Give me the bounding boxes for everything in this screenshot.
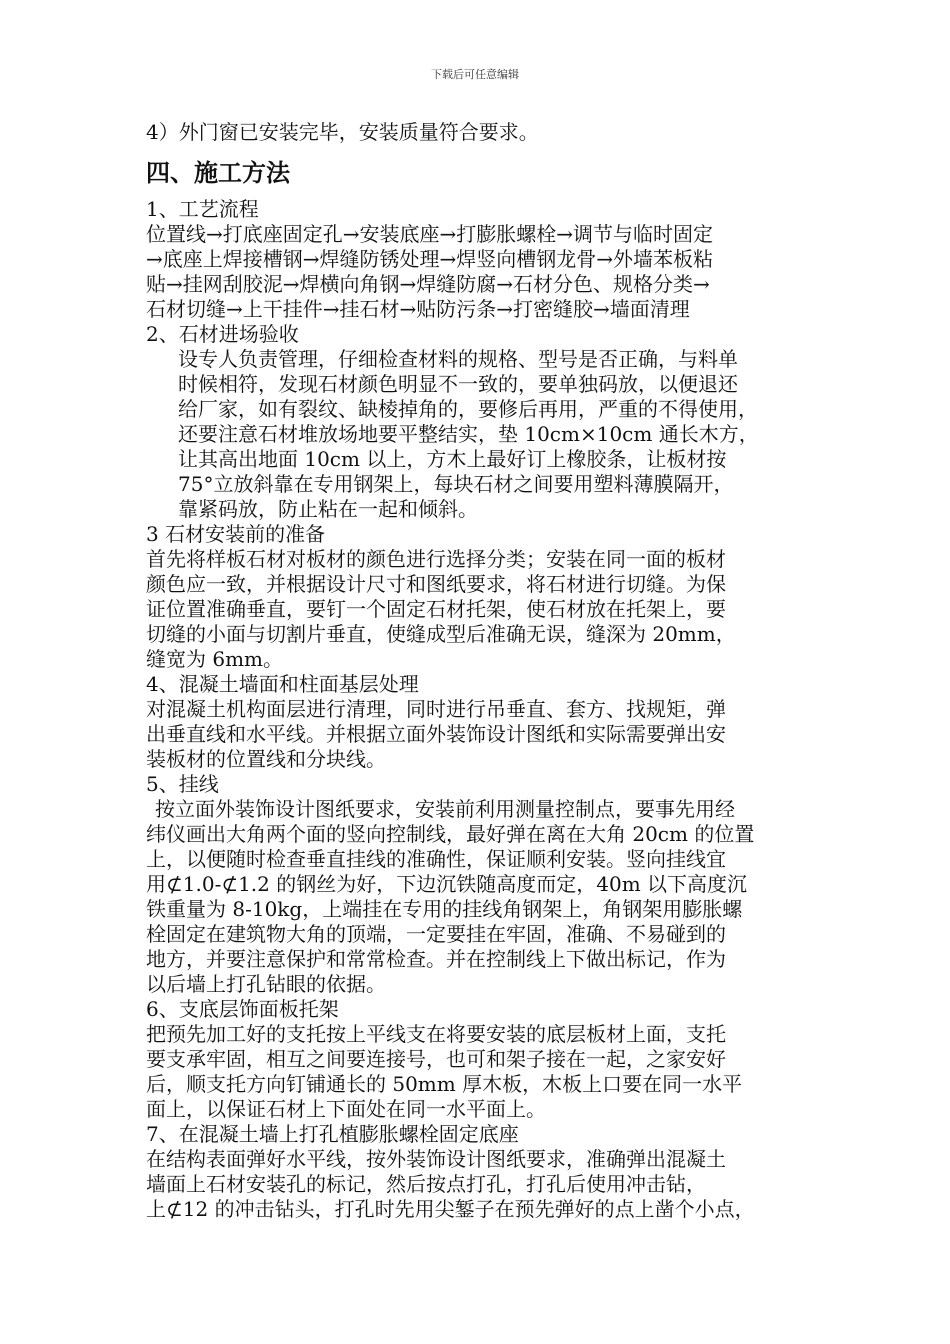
paragraph-line: 贴→挂网刮胶泥→焊横向角钢→焊缝防腐→石材分色、规格分类→ — [146, 272, 710, 296]
paragraph-line: 石材切缝→上干挂件→挂石材→贴防污条→打密缝胶→墙面清理 — [146, 297, 690, 321]
document-body — [146, 120, 816, 1222]
paragraph-line: 首先将样板石材对板材的颜色进行选择分类；安装在同一面的板材 — [146, 547, 726, 571]
paragraph-line: 纬仪画出大角两个面的竖向控制线，最好弹在离在大角 20cm 的位置 — [146, 822, 755, 846]
paragraph-line: 还要注意石材堆放场地要平整结实，垫 10cm×10cm 通长木方， — [178, 422, 759, 446]
section-7-title: 7、在混凝土墙上打孔植膨胀螺栓固定底座 — [146, 1122, 519, 1146]
paragraph-line: 时候相符，发现石材颜色明显不一致的，要单独码放，以便退还 — [178, 372, 738, 396]
section-5-title: 5、挂线 — [146, 772, 219, 796]
paragraph-line: 让其高出地面 10cm 以上，方木上最好订上橡胶条，让板材按 — [178, 447, 727, 471]
paragraph-line: 以后墙上打孔钻眼的依据。 — [146, 972, 386, 996]
section-1 — [146, 197, 816, 322]
paragraph-line: 靠紧码放，防止粘在一起和倾斜。 — [178, 497, 478, 521]
paragraph-line: 缝宽为 6mm。 — [146, 647, 284, 671]
section-4-title: 4、混凝土墙面和柱面基层处理 — [146, 672, 419, 696]
paragraph-line: 出垂直线和水平线。并根据立面外装饰设计图纸和实际需要弹出安 — [146, 722, 726, 746]
section-3 — [146, 522, 816, 672]
section-3-title: 3 石材安装前的准备 — [146, 522, 326, 546]
paragraph-line: 证位置准确垂直，要钉一个固定石材托架，使石材放在托架上，要 — [146, 597, 726, 621]
paragraph-line: 地方，并要注意保护和常常检查。并在控制线上下做出标记，作为 — [146, 947, 726, 971]
page-header: 下载后可任意编辑 — [431, 68, 519, 81]
paragraph-line: 按立面外装饰设计图纸要求，安装前利用测量控制点，要事先用经 — [155, 797, 735, 821]
paragraph-line: 面上，以保证石材上下面处在同一水平面上。 — [146, 1097, 546, 1121]
section-1-title: 1、工艺流程 — [146, 197, 259, 221]
paragraph-line: 在结构表面弹好水平线，按外装饰设计图纸要求，准确弹出混凝土 — [146, 1147, 726, 1171]
section-6 — [146, 997, 816, 1122]
paragraph-line: 给厂家，如有裂纹、缺棱掉角的，要修后再用，严重的不得使用， — [178, 397, 758, 421]
paragraph-line: 后，顺支托方向钉铺通长的 50mm 厚木板，木板上口要在同一水平 — [146, 1072, 743, 1096]
intro-paragraph: 4）外门窗已安装完毕，安装质量符合要求。 — [146, 120, 539, 144]
section-6-title: 6、支底层饰面板托架 — [146, 997, 339, 1021]
paragraph-line: 切缝的小面与切割片垂直，使缝成型后准确无误，缝深为 20mm， — [146, 622, 736, 646]
paragraph-line: 位置线→打底座固定孔→安装底座→打膨胀螺栓→调节与临时固定 — [146, 222, 714, 246]
paragraph-line: →底座上焊接槽钢→焊缝防锈处理→焊竖向槽钢龙骨→外墙苯板粘 — [146, 247, 714, 271]
paragraph-line: 要支承牢固，相互之间要连接号，也可和架子接在一起，之家安好 — [146, 1047, 726, 1071]
section-5 — [146, 772, 816, 997]
paragraph-line: 把预先加工好的支托按上平线支在将要安装的底层板材上面，支托 — [146, 1022, 726, 1046]
section-title: 四、施工方法 — [146, 158, 290, 187]
paragraph-line: 栓固定在建筑物大角的顶端，一定要挂在牢固，准确、不易碰到的 — [146, 922, 726, 946]
section-7 — [146, 1122, 816, 1222]
paragraph-line: 装板材的位置线和分块线。 — [146, 747, 386, 771]
section-2-title: 2、石材进场验收 — [146, 322, 299, 346]
paragraph-line: 铁重量为 8-10kg，上端挂在专用的挂线角钢架上，角钢架用膨胀螺 — [146, 897, 743, 921]
paragraph-line: 上⊄12 的冲击钻头，打孔时先用尖錾子在预先弹好的点上凿个小点， — [146, 1197, 755, 1221]
section-2 — [146, 322, 816, 522]
paragraph-line: 75°立放斜靠在专用钢架上，每块石材之间要用塑料薄膜隔开， — [178, 472, 734, 496]
paragraph-line: 颜色应一致，并根据设计尺寸和图纸要求，将石材进行切缝。为保 — [146, 572, 726, 596]
section-4 — [146, 672, 816, 772]
paragraph-line: 墙面上石材安装孔的标记，然后按点打孔，打孔后使用冲击钻， — [146, 1172, 706, 1196]
paragraph-line: 对混凝土机构面层进行清理，同时进行吊垂直、套方、找规矩，弹 — [146, 697, 726, 721]
paragraph-line: 用⊄1.0-⊄1.2 的钢丝为好，下边沉铁随高度而定，40m 以下高度沉 — [146, 872, 748, 896]
paragraph-line: 上，以便随时检查垂直挂线的准确性，保证顺利安装。竖向挂线宜 — [146, 847, 726, 871]
paragraph-line: 设专人负责管理，仔细检查材料的规格、型号是否正确，与料单 — [178, 347, 738, 371]
